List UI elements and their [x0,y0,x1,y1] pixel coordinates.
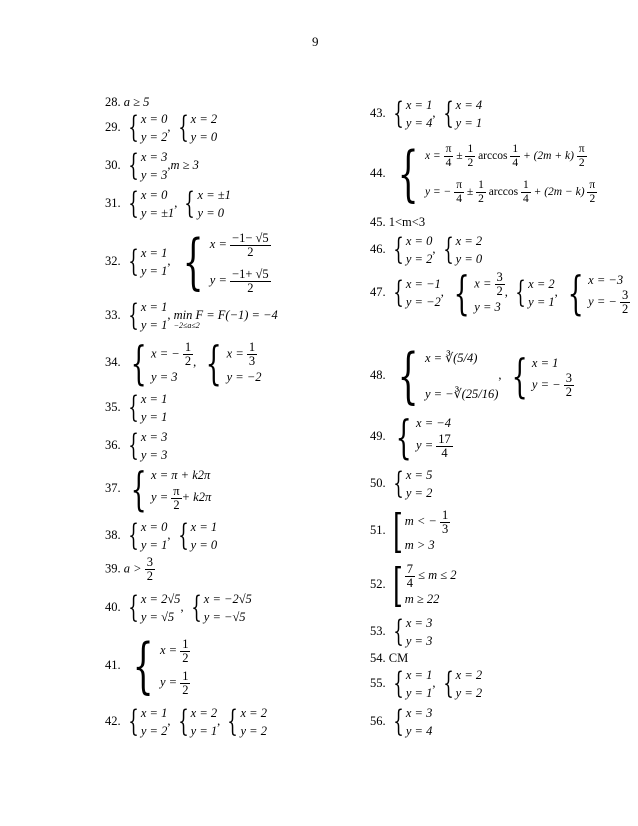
answer-31: 31. { x = 0 y = ±1 , { x = ±1 y = 0 [105,186,231,221]
answer-35: 35. { x = 1 y = 1 [105,390,168,425]
answer-52: 52. [ $\frac{7}{4}$ ≤ m ≤ 2 m ≥ 22 [370,558,457,612]
answer-53: 53. { x = 3 y = 3 [370,614,433,649]
answer-49: 49. { x = −4 y = $\frac{17}{4}$ [370,410,451,464]
answer-34: 34. { x = − $\frac{1}{2}$ y = 3 , { x = $\frac{1}{3}$ y = −2 [105,336,262,390]
answer-47: 47. { x = −1 y = −2 , { x = $\frac{3}{2}$ y = 3 , { x = 2 y = 1 , { x = −3 y = − $\frac{3}{2}$ [370,266,629,320]
page-number: 9 [312,34,319,49]
answer-51: 51. [ m < − $\frac{1}{3}$ m > 3 [370,504,449,558]
answer-36: 36. { x = 3 y = 3 [105,428,168,463]
answer-37: 37. { x = π + k2π y = $\frac{\pi}{2}$ + k2π [105,462,212,516]
answer-29: 29. { x = 0 y = 2 , { x = 2 y = 0 [105,110,218,145]
answer-48-y: y = −∛(25/16) [424,387,499,401]
answer-32: 32. { x = 1 y = 1 , { x = $\frac{-1- √5}{2}$ y = $\frac{-1+ √5}{2}$ [105,227,269,297]
answer-30: 30. { x = 3 y = 3 ,m ≥ 3 [105,148,199,183]
answer-33: 33. { x = 1 y = 1 , min F = F(−1) = −4 −2≤a≤2 [105,298,278,333]
answer-40: 40. { x = 2√5 y = √5 , { x = −2√5 y = −√5 [105,590,252,625]
answer-28: 28. a ≥ 5 [105,95,150,109]
answer-55: 55. { x = 1 y = 1 , { x = 2 y = 2 [370,666,483,701]
answer-46: 46. { x = 0 y = 2 , { x = 2 y = 0 [370,232,483,267]
answer-56: 56. { x = 3 y = 4 [370,704,433,739]
answer-48-x: x = ∛(5/4) [424,351,478,365]
answer-44: 44. { x = $\frac{\pi}{4}$ ± $\frac{1}{2}$ arccos $\frac{1}{4}$ + (2m + k) $\frac{\pi}{2}$ y = − $\frac{\pi}{4}$ ± $\frac{1}{2}$ arccos $\frac{1}{4}$ + (2m − k) $\frac{\pi}{2}$ [370,139,596,209]
answer-42: 42. { x = 1 y = 2 , { x = 2 y = 1 , { x = 2 y = 2 [105,704,267,739]
answer-48: 48. { x = ∛(5/4) y = −∛(25/16) , { x = 1 y = − $\frac{3}{2}$ [370,341,572,411]
answer-43: 43. { x = 1 y = 4 , { x = 4 y = 1 [370,96,483,131]
answer-50: 50. { x = 5 y = 2 [370,466,433,501]
answer-38: 38. { x = 0 y = 1 , { x = 1 y = 0 [105,518,218,553]
answer-54: 54. CM [370,651,409,665]
answer-45: 45. 1<m<3 [370,215,426,229]
answer-39: 39. a > $\frac{3}{2}$ [105,555,153,583]
answer-41: 41. { x = $\frac{1}{2}$ y = $\frac{1}{2}$ [105,631,189,701]
